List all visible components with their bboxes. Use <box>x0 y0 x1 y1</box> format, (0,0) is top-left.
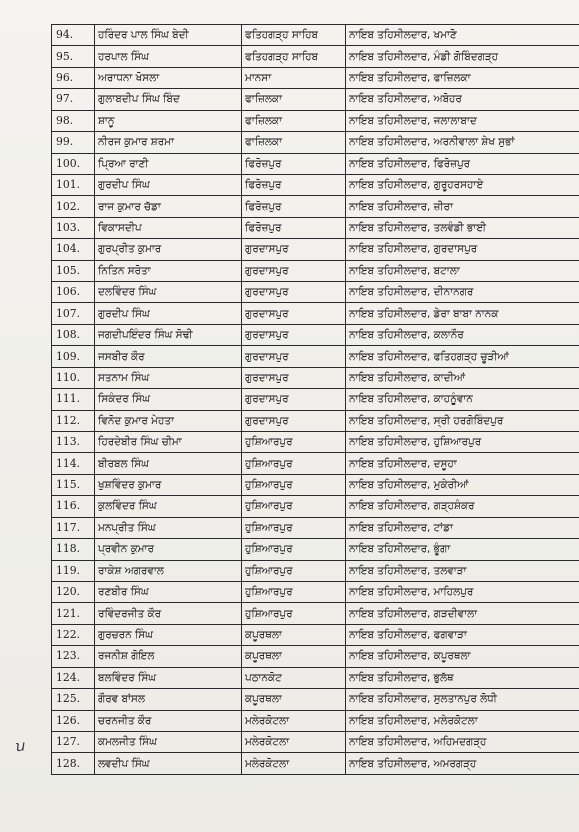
official-name-cell: ਜਸਬੀਰ ਕੌਰ <box>95 346 242 367</box>
current-district-cell: ਹੁਸ਼ਿਆਰਪੁਰ <box>242 539 346 560</box>
current-district-cell: ਹੁਸ਼ਿਆਰਪੁਰ <box>242 581 346 602</box>
official-name-cell: ਬਲਵਿੰਦਰ ਸਿੰਘ <box>95 667 242 688</box>
official-name-cell: ਵਿਨੋਦ ਕੁਮਾਰ ਮੇਹਤਾ <box>95 410 242 431</box>
new-posting-cell: ਨਾਇਬ ਤਹਿਸੀਲਦਾਰ, ਅਹਿਮਦਗੜ੍ਹ <box>346 731 579 752</box>
current-district-cell: ਫਾਜ਼ਿਲਕਾ <box>242 110 346 131</box>
official-name-cell: ਰਜਨੀਸ਼ ਗੋਇਲ <box>95 646 242 667</box>
new-posting-cell: ਨਾਇਬ ਤਹਿਸੀਲਦਾਰ, ਕਲਾਨੌਰ <box>346 324 579 345</box>
serial-number-cell: 116. <box>52 496 95 517</box>
official-name-cell: ਸਿਕੰਦਰ ਸਿੰਘ <box>95 389 242 410</box>
new-posting-cell: ਨਾਇਬ ਤਹਿਸੀਲਦਾਰ, ਗੜ੍ਹਸ਼ੰਕਰ <box>346 496 579 517</box>
table-row <box>52 560 579 581</box>
posting-table <box>51 24 579 775</box>
new-posting-cell: ਨਾਇਬ ਤਹਿਸੀਲਦਾਰ, ਡੇਰਾ ਬਾਬਾ ਨਾਨਕ <box>346 303 579 324</box>
new-posting-cell: ਨਾਇਬ ਤਹਿਸੀਲਦਾਰ, ਜਲਾਲਾਬਾਦ <box>346 110 579 131</box>
current-district-cell: ਹੁਸ਼ਿਆਰਪੁਰ <box>242 453 346 474</box>
official-name-cell: ਕਮਲਜੀਤ ਸਿੰਘ <box>95 731 242 752</box>
new-posting-cell: ਨਾਇਬ ਤਹਿਸੀਲਦਾਰ, ਫਾਜ਼ਿਲਕਾ <box>346 67 579 88</box>
table-row <box>52 496 579 517</box>
serial-number-cell: 96. <box>52 67 95 88</box>
serial-number-cell: 105. <box>52 260 95 281</box>
official-name-cell: ਨੀਰਜ ਕੁਮਾਰ ਸ਼ਰਮਾ <box>95 132 242 153</box>
official-name-cell: ਚਰਨਜੀਤ ਕੌਰ <box>95 710 242 731</box>
table-row <box>52 132 579 153</box>
current-district-cell: ਹੁਸ਼ਿਆਰਪੁਰ <box>242 432 346 453</box>
serial-number-cell: 108. <box>52 324 95 345</box>
table-row <box>52 25 579 46</box>
table-row <box>52 196 579 217</box>
new-posting-cell: ਨਾਇਬ ਤਹਿਸੀਲਦਾਰ, ਮੁਕੇਰੀਆਂ <box>346 474 579 495</box>
current-district-cell: ਗੁਰਦਾਸਪੁਰ <box>242 260 346 281</box>
table-row <box>52 624 579 645</box>
table-row <box>52 367 579 388</box>
current-district-cell: ਗੁਰਦਾਸਪੁਰ <box>242 346 346 367</box>
serial-number-cell: 95. <box>52 46 95 67</box>
serial-number-cell: 122. <box>52 624 95 645</box>
current-district-cell: ਹੁਸ਼ਿਆਰਪੁਰ <box>242 474 346 495</box>
current-district-cell: ਮਲੇਰਕੋਟਲਾ <box>242 710 346 731</box>
current-district-cell: ਗੁਰਦਾਸਪੁਰ <box>242 303 346 324</box>
table-row <box>52 432 579 453</box>
handwritten-initials: ꭒ <box>13 736 26 756</box>
official-name-cell: ਗੁਲਾਬਦੀਪ ਸਿੰਘ ਬਿੰਦ <box>95 89 242 110</box>
table-row <box>52 539 579 560</box>
new-posting-cell: ਨਾਇਬ ਤਹਿਸੀਲਦਾਰ, ਸੁਲਤਾਨਪੁਰ ਲੋਧੀ <box>346 689 579 710</box>
table-row <box>52 239 579 260</box>
serial-number-cell: 94. <box>52 25 95 46</box>
table-row <box>52 110 579 131</box>
table-row <box>52 710 579 731</box>
official-name-cell: ਗੌਰਵ ਬਾਂਸਲ <box>95 689 242 710</box>
current-district-cell: ਹੁਸ਼ਿਆਰਪੁਰ <box>242 517 346 538</box>
official-name-cell: ਹਰਪਾਲ ਸਿੰਘ <box>95 46 242 67</box>
new-posting-cell: ਨਾਇਬ ਤਹਿਸੀਲਦਾਰ, ਤਲਵਾੜਾ <box>346 560 579 581</box>
current-district-cell: ਫਤਿਹਗੜ੍ਹ ਸਾਹਿਬ <box>242 46 346 67</box>
new-posting-cell: ਨਾਇਬ ਤਹਿਸੀਲਦਾਰ, ਗੜਦੀਵਾਲਾ <box>346 603 579 624</box>
official-name-cell: ਰਾਕੇਸ਼ ਅਗਰਵਾਲ <box>95 560 242 581</box>
new-posting-cell: ਨਾਇਬ ਤਹਿਸੀਲਦਾਰ, ਬਟਾਲਾ <box>346 260 579 281</box>
current-district-cell: ਪਠਾਨਕੋਟ <box>242 667 346 688</box>
table-row <box>52 346 579 367</box>
new-posting-cell: ਨਾਇਬ ਤਹਿਸੀਲਦਾਰ, ਗੁਰਦਾਸਪੁਰ <box>346 239 579 260</box>
table-row <box>52 89 579 110</box>
official-name-cell: ਦਲਵਿੰਦਰ ਸਿੰਘ <box>95 282 242 303</box>
current-district-cell: ਕਪੂਰਥਲਾ <box>242 646 346 667</box>
serial-number-cell: 102. <box>52 196 95 217</box>
official-name-cell: ਹਿਰਦੇਬੀਰ ਸਿੰਘ ਚੀਮਾ <box>95 432 242 453</box>
new-posting-cell: ਨਾਇਬ ਤਹਿਸੀਲਦਾਰ, ਕਾਹਨੂੰਵਾਨ <box>346 389 579 410</box>
new-posting-cell: ਨਾਇਬ ਤਹਿਸੀਲਦਾਰ, ਜ਼ੀਰਾ <box>346 196 579 217</box>
current-district-cell: ਗੁਰਦਾਸਪੁਰ <box>242 410 346 431</box>
serial-number-cell: 111. <box>52 389 95 410</box>
table-row <box>52 303 579 324</box>
table-row <box>52 753 579 774</box>
new-posting-cell: ਨਾਇਬ ਤਹਿਸੀਲਦਾਰ, ਮਾਹਿਲਪੁਰ <box>346 581 579 602</box>
serial-number-cell: 114. <box>52 453 95 474</box>
serial-number-cell: 109. <box>52 346 95 367</box>
current-district-cell: ਹੁਸ਼ਿਆਰਪੁਰ <box>242 560 346 581</box>
current-district-cell: ਫਾਜ਼ਿਲਕਾ <box>242 132 346 153</box>
new-posting-cell: ਨਾਇਬ ਤਹਿਸੀਲਦਾਰ, ਕਪੂਰਥਲਾ <box>346 646 579 667</box>
table-row <box>52 410 579 431</box>
serial-number-cell: 124. <box>52 667 95 688</box>
current-district-cell: ਫਿਰੋਜ਼ਪੁਰ <box>242 174 346 195</box>
official-name-cell: ਸਤਨਾਮ ਸਿੰਘ <box>95 367 242 388</box>
table-row <box>52 731 579 752</box>
serial-number-cell: 97. <box>52 89 95 110</box>
table-row <box>52 260 579 281</box>
posting-table-body <box>52 25 579 775</box>
serial-number-cell: 125. <box>52 689 95 710</box>
official-name-cell: ਗੁਰਪ੍ਰੀਤ ਕੁਮਾਰ <box>95 239 242 260</box>
serial-number-cell: 110. <box>52 367 95 388</box>
official-name-cell: ਰਣਬੀਰ ਸਿੰਘ <box>95 581 242 602</box>
official-name-cell: ਮਨਪ੍ਰੀਤ ਸਿੰਘ <box>95 517 242 538</box>
table-row <box>52 517 579 538</box>
table-row <box>52 474 579 495</box>
official-name-cell: ਅਰਾਧਨਾ ਖੋਸਲਾ <box>95 67 242 88</box>
serial-number-cell: 123. <box>52 646 95 667</box>
table-row <box>52 67 579 88</box>
official-name-cell: ਲਵਦੀਪ ਸਿੰਘ <box>95 753 242 774</box>
current-district-cell: ਹੁਸ਼ਿਆਰਪੁਰ <box>242 496 346 517</box>
current-district-cell: ਫਾਜ਼ਿਲਕਾ <box>242 89 346 110</box>
new-posting-cell: ਨਾਇਬ ਤਹਿਸੀਲਦਾਰ, ਦਸੂਹਾ <box>346 453 579 474</box>
official-name-cell: ਹਰਿੰਦਰ ਪਾਲ ਸਿੰਘ ਬੇਦੀ <box>95 25 242 46</box>
official-name-cell: ਬੀਰਬਲ ਸਿੰਘ <box>95 453 242 474</box>
new-posting-cell: ਨਾਇਬ ਤਹਿਸੀਲਦਾਰ, ਸ੍ਰੀ ਹਰਗੋਬਿੰਦਪੁਰ <box>346 410 579 431</box>
serial-number-cell: 113. <box>52 432 95 453</box>
table-row <box>52 453 579 474</box>
new-posting-cell: ਨਾਇਬ ਤਹਿਸੀਲਦਾਰ, ਦੀਨਾਨਗਰ <box>346 282 579 303</box>
official-name-cell: ਗੁਰਦੀਪ ਸਿੰਘ <box>95 174 242 195</box>
official-name-cell: ਕੁਲਵਿੰਦਰ ਸਿੰਘ <box>95 496 242 517</box>
serial-number-cell: 126. <box>52 710 95 731</box>
serial-number-cell: 117. <box>52 517 95 538</box>
current-district-cell: ਗੁਰਦਾਸਪੁਰ <box>242 239 346 260</box>
serial-number-cell: 98. <box>52 110 95 131</box>
current-district-cell: ਫਿਰੋਜ਼ਪੁਰ <box>242 153 346 174</box>
table-row <box>52 603 579 624</box>
official-name-cell: ਸ਼ਾਨੂ <box>95 110 242 131</box>
table-row <box>52 646 579 667</box>
official-name-cell: ਨਿਤਿਨ ਸਰੋਤਾ <box>95 260 242 281</box>
serial-number-cell: 99. <box>52 132 95 153</box>
official-name-cell: ਪ੍ਰਵੀਨ ਕੁਮਾਰ <box>95 539 242 560</box>
serial-number-cell: 112. <box>52 410 95 431</box>
serial-number-cell: 106. <box>52 282 95 303</box>
serial-number-cell: 103. <box>52 217 95 238</box>
new-posting-cell: ਨਾਇਬ ਤਹਿਸੀਲਦਾਰ, ਭੂੰਗਾ <box>346 539 579 560</box>
current-district-cell: ਹੁਸ਼ਿਆਰਪੁਰ <box>242 603 346 624</box>
current-district-cell: ਮਲੇਰਕੋਟਲਾ <box>242 731 346 752</box>
table-row <box>52 324 579 345</box>
official-name-cell: ਗੁਰਦੀਪ ਸਿੰਘ <box>95 303 242 324</box>
current-district-cell: ਫਤਿਹਗੜ੍ਹ ਸਾਹਿਬ <box>242 25 346 46</box>
new-posting-cell: ਨਾਇਬ ਤਹਿਸੀਲਦਾਰ, ਹੁਸ਼ਿਆਰਪੁਰ <box>346 432 579 453</box>
new-posting-cell: ਨਾਇਬ ਤਹਿਸੀਲਦਾਰ, ਅਰਨੀਵਾਲਾ ਸ਼ੇਖ ਸੁਭਾਂ <box>346 132 579 153</box>
official-name-cell: ਖੁਸ਼ਵਿੰਦਰ ਕੁਮਾਰ <box>95 474 242 495</box>
serial-number-cell: 101. <box>52 174 95 195</box>
new-posting-cell: ਨਾਇਬ ਤਹਿਸੀਲਦਾਰ, ਅਬੋਹਰ <box>346 89 579 110</box>
new-posting-cell: ਨਾਇਬ ਤਹਿਸੀਲਦਾਰ, ਕਾਦੀਆਂ <box>346 367 579 388</box>
official-name-cell: ਵਿਕਾਸਦੀਪ <box>95 217 242 238</box>
official-name-cell: ਪ੍ਰਿਆ ਰਾਣੀ <box>95 153 242 174</box>
serial-number-cell: 128. <box>52 753 95 774</box>
serial-number-cell: 104. <box>52 239 95 260</box>
official-name-cell: ਜਗਦੀਪਇੰਦਰ ਸਿੰਘ ਸੋਢੀ <box>95 324 242 345</box>
serial-number-cell: 115. <box>52 474 95 495</box>
table-row <box>52 581 579 602</box>
table-row <box>52 174 579 195</box>
current-district-cell: ਫਿਰੋਜ਼ਪੁਰ <box>242 217 346 238</box>
table-row <box>52 389 579 410</box>
current-district-cell: ਕਪੂਰਥਲਾ <box>242 689 346 710</box>
new-posting-cell: ਨਾਇਬ ਤਹਿਸੀਲਦਾਰ, ਫਤਿਹਗੜ੍ਹ ਚੂੜੀਆਂ <box>346 346 579 367</box>
new-posting-cell: ਨਾਇਬ ਤਹਿਸੀਲਦਾਰ, ਫਿਰੋਜ਼ਪੁਰ <box>346 153 579 174</box>
current-district-cell: ਗੁਰਦਾਸਪੁਰ <box>242 282 346 303</box>
new-posting-cell: ਨਾਇਬ ਤਹਿਸੀਲਦਾਰ, ਮਲੇਰਕੋਟਲਾ <box>346 710 579 731</box>
table-row <box>52 46 579 67</box>
serial-number-cell: 100. <box>52 153 95 174</box>
new-posting-cell: ਨਾਇਬ ਤਹਿਸੀਲਦਾਰ, ਟਾਂਡਾ <box>346 517 579 538</box>
new-posting-cell: ਨਾਇਬ ਤਹਿਸੀਲਦਾਰ, ਤਲਵੰਡੀ ਭਾਈ <box>346 217 579 238</box>
new-posting-cell: ਨਾਇਬ ਤਹਿਸੀਲਦਾਰ, ਭੁਲੱਥ <box>346 667 579 688</box>
new-posting-cell: ਨਾਇਬ ਤਹਿਸੀਲਦਾਰ, ਮੰਡੀ ਗੋਬਿੰਦਗੜ੍ਹ <box>346 46 579 67</box>
current-district-cell: ਗੁਰਦਾਸਪੁਰ <box>242 367 346 388</box>
table-row <box>52 153 579 174</box>
table-row <box>52 689 579 710</box>
new-posting-cell: ਨਾਇਬ ਤਹਿਸੀਲਦਾਰ, ਖਮਾਣੋ <box>346 25 579 46</box>
current-district-cell: ਗੁਰਦਾਸਪੁਰ <box>242 324 346 345</box>
serial-number-cell: 121. <box>52 603 95 624</box>
serial-number-cell: 120. <box>52 581 95 602</box>
current-district-cell: ਕਪੂਰਥਲਾ <box>242 624 346 645</box>
table-row <box>52 282 579 303</box>
official-name-cell: ਰਵਿੰਦਰਜੀਤ ਕੌਰ <box>95 603 242 624</box>
current-district-cell: ਮਾਨਸਾ <box>242 67 346 88</box>
serial-number-cell: 119. <box>52 560 95 581</box>
current-district-cell: ਫਿਰੋਜ਼ਪੁਰ <box>242 196 346 217</box>
serial-number-cell: 118. <box>52 539 95 560</box>
new-posting-cell: ਨਾਇਬ ਤਹਿਸੀਲਦਾਰ, ਫਗਵਾੜਾ <box>346 624 579 645</box>
new-posting-cell: ਨਾਇਬ ਤਹਿਸੀਲਦਾਰ, ਗੁਰੂਹਰਸਹਾਏ <box>346 174 579 195</box>
official-name-cell: ਰਾਜ ਕੁਮਾਰ ਚੱਡਾ <box>95 196 242 217</box>
serial-number-cell: 127. <box>52 731 95 752</box>
new-posting-cell: ਨਾਇਬ ਤਹਿਸੀਲਦਾਰ, ਅਮਰਗੜ੍ਹ <box>346 753 579 774</box>
current-district-cell: ਮਲੇਰਕੋਟਲਾ <box>242 753 346 774</box>
table-row <box>52 667 579 688</box>
serial-number-cell: 107. <box>52 303 95 324</box>
current-district-cell: ਗੁਰਦਾਸਪੁਰ <box>242 389 346 410</box>
table-row <box>52 217 579 238</box>
official-name-cell: ਗੁਰਚਰਨ ਸਿੰਘ <box>95 624 242 645</box>
